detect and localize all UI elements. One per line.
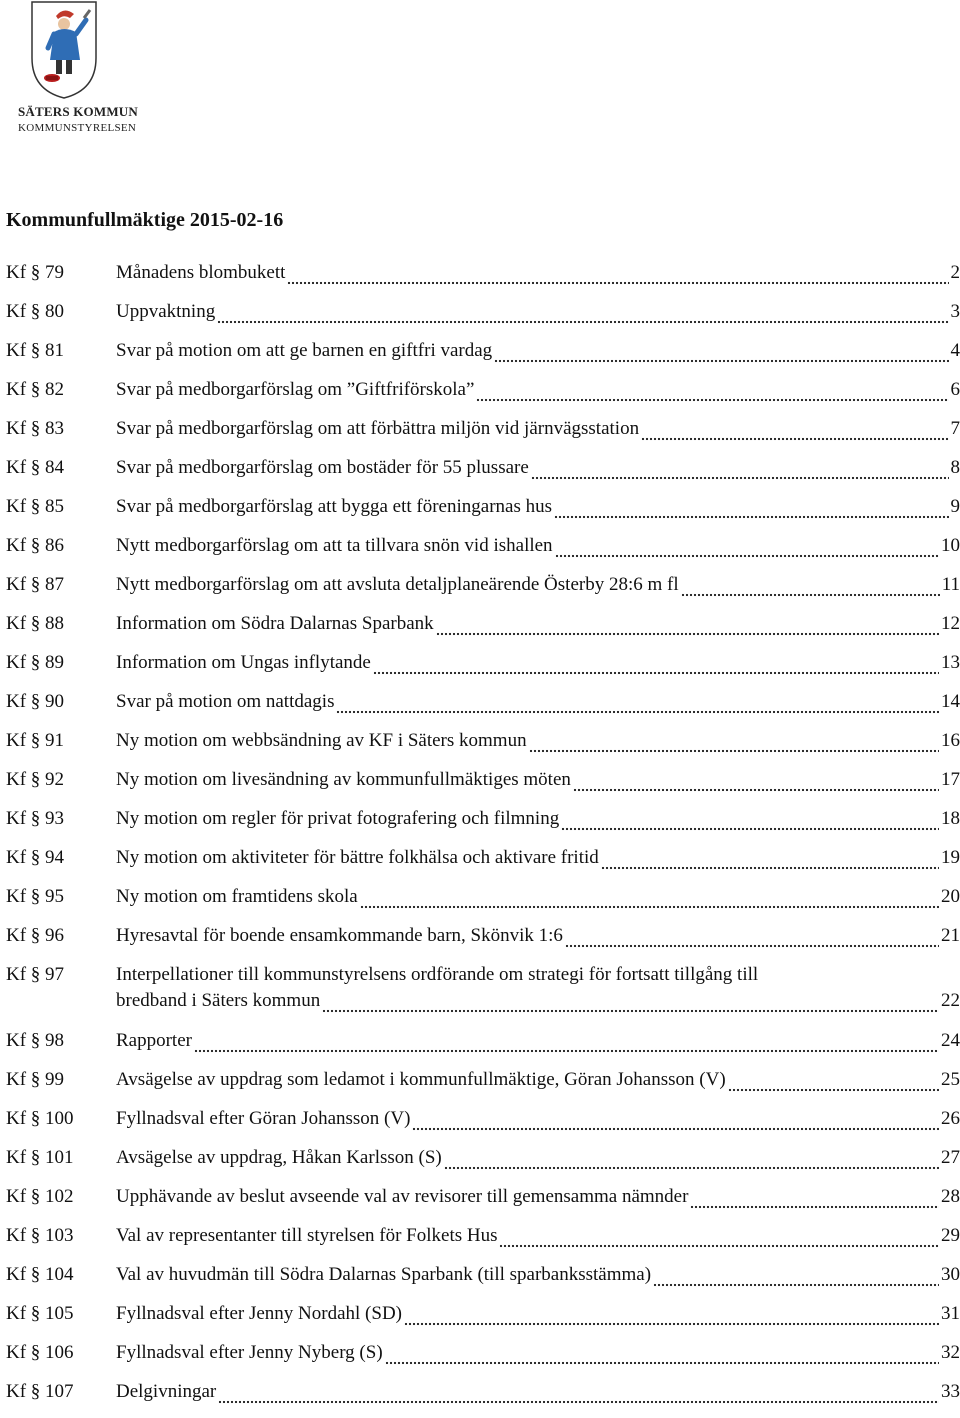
- toc-entry[interactable]: [6, 377, 960, 416]
- toc-entry[interactable]: [6, 1262, 960, 1301]
- paragraph-number: Kf § 81: [6, 338, 116, 364]
- paragraph-number: Kf § 83: [6, 416, 116, 442]
- dot-leader: [561, 812, 939, 832]
- entry-title: Månadens blombukett: [116, 260, 285, 286]
- entry-title: Svar på medborgarförslag om ”Giftfriförskola”: [116, 377, 474, 403]
- page-number: 14: [941, 689, 960, 715]
- entry-title: Svar på medborgarförslag om bostäder för 55 plussare: [116, 455, 529, 481]
- entry-title: Information om Ungas inflytande: [116, 650, 371, 676]
- paragraph-number: Kf § 97: [6, 962, 116, 988]
- page-number: 29: [941, 1223, 960, 1249]
- entry-title: Val av huvudmän till Södra Dalarnas Sparbank (till sparbanksstämma): [116, 1262, 651, 1288]
- paragraph-number: Kf § 99: [6, 1067, 116, 1093]
- toc-entry[interactable]: [6, 299, 960, 338]
- paragraph-number: Kf § 87: [6, 572, 116, 598]
- page-number: 8: [951, 455, 960, 481]
- toc-entry[interactable]: [6, 1184, 960, 1223]
- paragraph-number: Kf § 107: [6, 1379, 116, 1405]
- municipality-logo: [10, 0, 140, 140]
- toc-entry[interactable]: [6, 962, 960, 1028]
- paragraph-number: Kf § 101: [6, 1145, 116, 1171]
- toc-entry[interactable]: [6, 1106, 960, 1145]
- paragraph-number: Kf § 82: [6, 377, 116, 403]
- paragraph-number: Kf § 93: [6, 806, 116, 832]
- toc-entry[interactable]: [6, 1028, 960, 1067]
- toc-entry[interactable]: [6, 1379, 960, 1418]
- dot-leader: [322, 994, 939, 1014]
- toc-entry[interactable]: [6, 572, 960, 611]
- dot-leader: [404, 1307, 939, 1327]
- paragraph-number: Kf § 96: [6, 923, 116, 949]
- entry-title-line-1: Interpellationer till kommunstyrelsens ordförande om strategi för fortsatt tillgång till: [116, 962, 960, 988]
- dot-leader: [728, 1073, 939, 1093]
- page-number: 22: [941, 988, 960, 1014]
- entry-title-line-2: bredband i Säters kommun: [116, 988, 320, 1014]
- toc-entry[interactable]: [6, 455, 960, 494]
- page-number: 21: [941, 923, 960, 949]
- dot-leader: [690, 1190, 939, 1210]
- toc-entry[interactable]: [6, 533, 960, 572]
- entry-title: Upphävande av beslut avseende val av revisorer till gemensamma nämnder: [116, 1184, 688, 1210]
- paragraph-number: Kf § 79: [6, 260, 116, 286]
- toc-entry[interactable]: [6, 806, 960, 845]
- dot-leader: [218, 1385, 939, 1405]
- dot-leader: [681, 578, 940, 598]
- page-number: 33: [941, 1379, 960, 1405]
- toc-entry[interactable]: [6, 260, 960, 299]
- page-number: 31: [941, 1301, 960, 1327]
- page-number: 19: [941, 845, 960, 871]
- toc-entry[interactable]: [6, 338, 960, 377]
- toc-entry[interactable]: [6, 1223, 960, 1262]
- entry-title: Svar på motion om nattdagis: [116, 689, 334, 715]
- paragraph-number: Kf § 89: [6, 650, 116, 676]
- entry-title: Delgivningar: [116, 1379, 216, 1405]
- dot-leader: [476, 383, 948, 403]
- entry-title: Ny motion om aktiviteter för bättre folkhälsa och aktivare fritid: [116, 845, 599, 871]
- entry-title: Avsägelse av uppdrag, Håkan Karlsson (S): [116, 1145, 442, 1171]
- entry-title: Ny motion om regler för privat fotografering och filmning: [116, 806, 559, 832]
- page-number: 28: [941, 1184, 960, 1210]
- dot-leader: [373, 656, 939, 676]
- dot-leader: [217, 305, 948, 325]
- paragraph-number: Kf § 100: [6, 1106, 116, 1132]
- page-number: 12: [941, 611, 960, 637]
- department-name: KOMMUNSTYRELSEN: [18, 122, 148, 134]
- toc-entry[interactable]: [6, 884, 960, 923]
- page-number: 9: [951, 494, 960, 520]
- entry-title: Nytt medborgarförslag om att ta tillvara snön vid ishallen: [116, 533, 553, 559]
- toc-entry[interactable]: [6, 1301, 960, 1340]
- dot-leader: [499, 1229, 939, 1249]
- dot-leader: [531, 461, 949, 481]
- page-number: 13: [941, 650, 960, 676]
- paragraph-number: Kf § 92: [6, 767, 116, 793]
- entry-title: Ny motion om webbsändning av KF i Säters kommun: [116, 728, 527, 754]
- entry-title: Ny motion om framtidens skola: [116, 884, 358, 910]
- page-number: 24: [941, 1028, 960, 1054]
- toc-entry[interactable]: [6, 650, 960, 689]
- dot-leader: [565, 929, 939, 949]
- dot-leader: [601, 851, 939, 871]
- dot-leader: [412, 1112, 939, 1132]
- entry-title: Avsägelse av uppdrag som ledamot i kommunfullmäktige, Göran Johansson (V): [116, 1067, 726, 1093]
- paragraph-number: Kf § 105: [6, 1301, 116, 1327]
- paragraph-number: Kf § 102: [6, 1184, 116, 1210]
- toc-entry[interactable]: [6, 767, 960, 806]
- entry-title: Rapporter: [116, 1028, 192, 1054]
- entry-title: Svar på motion om att ge barnen en giftfri vardag: [116, 338, 492, 364]
- dot-leader: [555, 539, 939, 559]
- entry-title: Ny motion om livesändning av kommunfullmäktiges möten: [116, 767, 571, 793]
- coat-of-arms-icon: [28, 0, 100, 100]
- paragraph-number: Kf § 94: [6, 845, 116, 871]
- entry-title: Fyllnadsval efter Göran Johansson (V): [116, 1106, 410, 1132]
- page-number: 2: [951, 260, 960, 286]
- toc-entry[interactable]: [6, 494, 960, 533]
- dot-leader: [641, 422, 948, 442]
- entry-title: Uppvaktning: [116, 299, 215, 325]
- entry-title: Val av representanter till styrelsen för Folkets Hus: [116, 1223, 497, 1249]
- page-number: 26: [941, 1106, 960, 1132]
- page-number: 17: [941, 767, 960, 793]
- paragraph-number: Kf § 103: [6, 1223, 116, 1249]
- toc-entry[interactable]: [6, 845, 960, 884]
- page-number: 25: [941, 1067, 960, 1093]
- page-number: 6: [951, 377, 960, 403]
- entry-title: Svar på medborgarförslag att bygga ett föreningarnas hus: [116, 494, 552, 520]
- page-number: 32: [941, 1340, 960, 1366]
- page-number: 16: [941, 728, 960, 754]
- paragraph-number: Kf § 106: [6, 1340, 116, 1366]
- page-number: 27: [941, 1145, 960, 1171]
- entry-title: Hyresavtal för boende ensamkommande barn, Skönvik 1:6: [116, 923, 563, 949]
- toc-entry[interactable]: [6, 1145, 960, 1184]
- paragraph-number: Kf § 80: [6, 299, 116, 325]
- table-of-contents: [6, 260, 960, 1418]
- paragraph-number: Kf § 88: [6, 611, 116, 637]
- dot-leader: [385, 1346, 939, 1366]
- page-number: 7: [951, 416, 960, 442]
- dot-leader: [494, 344, 948, 364]
- page-number: 10: [941, 533, 960, 559]
- dot-leader: [194, 1034, 939, 1054]
- entry-title: Svar på medborgarförslag om att förbättra miljön vid järnvägsstation: [116, 416, 639, 442]
- page-number: 18: [941, 806, 960, 832]
- organization-name: SÄTERS KOMMUN: [18, 104, 148, 120]
- toc-entry[interactable]: [6, 728, 960, 767]
- dot-leader: [554, 500, 949, 520]
- page-number: 4: [951, 338, 960, 364]
- paragraph-number: Kf § 104: [6, 1262, 116, 1288]
- toc-entry[interactable]: [6, 611, 960, 650]
- paragraph-number: Kf § 98: [6, 1028, 116, 1054]
- paragraph-number: Kf § 85: [6, 494, 116, 520]
- toc-entry[interactable]: [6, 923, 960, 962]
- toc-entry[interactable]: [6, 1067, 960, 1106]
- toc-entry[interactable]: [6, 689, 960, 728]
- document-heading: Kommunfullmäktige 2015-02-16: [6, 209, 283, 232]
- dot-leader: [360, 890, 939, 910]
- dot-leader: [436, 617, 939, 637]
- paragraph-number: Kf § 90: [6, 689, 116, 715]
- paragraph-number: Kf § 91: [6, 728, 116, 754]
- dot-leader: [529, 734, 939, 754]
- dot-leader: [653, 1268, 939, 1288]
- paragraph-number: Kf § 86: [6, 533, 116, 559]
- page-number: 3: [951, 299, 960, 325]
- dot-leader: [287, 266, 948, 286]
- toc-entry[interactable]: [6, 416, 960, 455]
- paragraph-number: Kf § 95: [6, 884, 116, 910]
- paragraph-number: Kf § 84: [6, 455, 116, 481]
- entry-title: Fyllnadsval efter Jenny Nordahl (SD): [116, 1301, 402, 1327]
- dot-leader: [573, 773, 939, 793]
- page-number: 20: [941, 884, 960, 910]
- dot-leader: [336, 695, 939, 715]
- entry-title: Nytt medborgarförslag om att avsluta detaljplaneärende Österby 28:6 m fl: [116, 572, 679, 598]
- entry-title: Information om Södra Dalarnas Sparbank: [116, 611, 434, 637]
- toc-entry[interactable]: [6, 1340, 960, 1379]
- entry-title: Fyllnadsval efter Jenny Nyberg (S): [116, 1340, 383, 1366]
- dot-leader: [444, 1151, 939, 1171]
- page-number: 30: [941, 1262, 960, 1288]
- page-number: 11: [942, 572, 960, 598]
